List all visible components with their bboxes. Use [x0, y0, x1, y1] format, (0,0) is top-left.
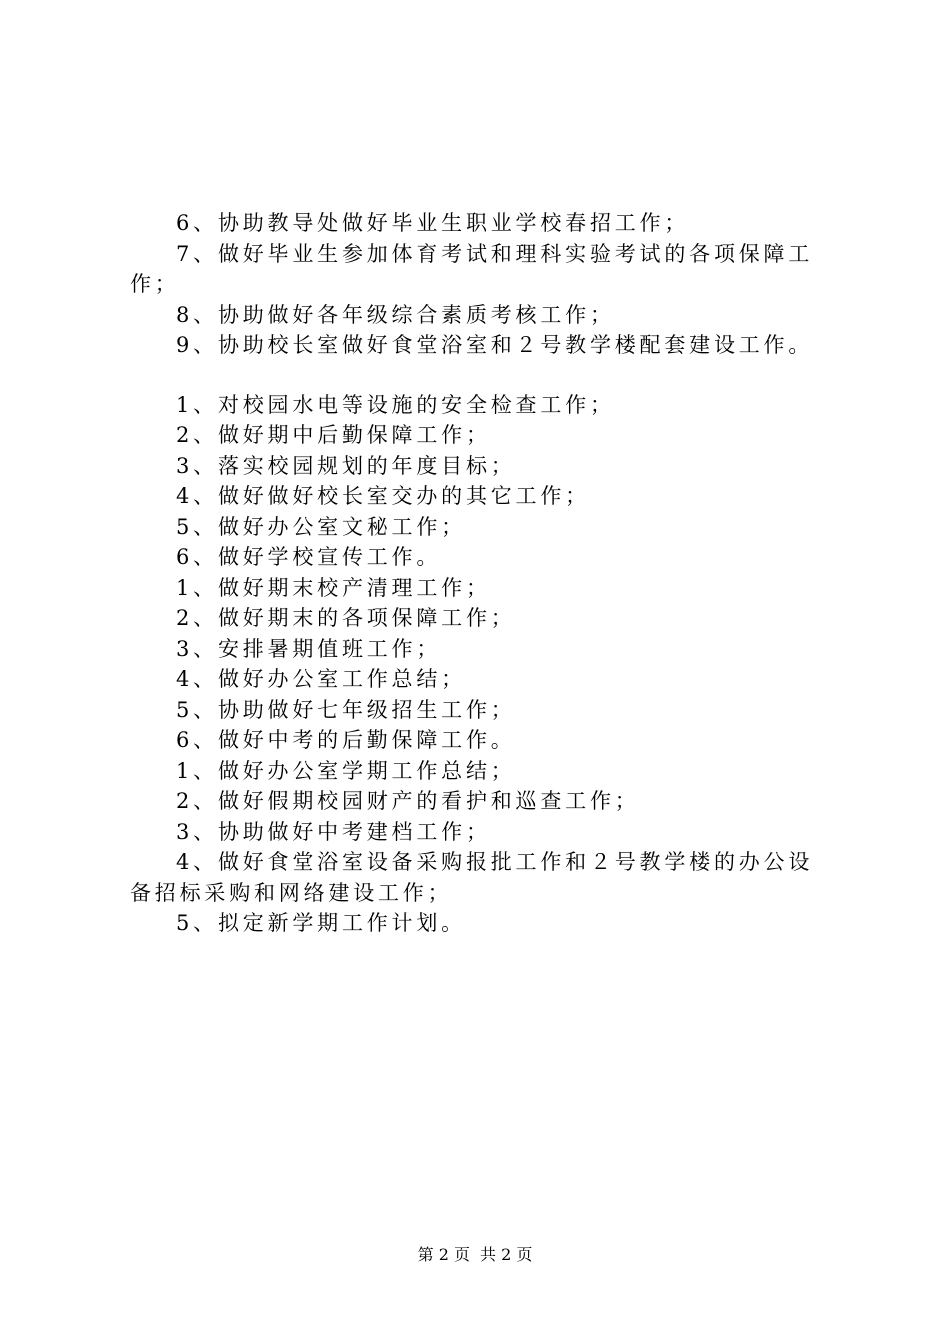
- paragraph-line: 5、做好办公室文秘工作；: [176, 514, 466, 539]
- paragraph-line: 4、做好食堂浴室设备采购报批工作和２号教学楼的办公设: [176, 850, 814, 874]
- paragraph-line: 2、做好假期校园财产的看护和巡查工作；: [176, 789, 640, 813]
- paragraph-line: 1、做好办公室学期工作总结；: [176, 758, 516, 783]
- paragraph-line: 3、安排暑期值班工作；: [176, 636, 442, 661]
- paragraph-line: 作；: [130, 272, 180, 296]
- paragraph-line: 6、做好中考的后勤保障工作。: [176, 728, 516, 752]
- section-gap: [130, 361, 835, 390]
- page-total: 共 2 页: [480, 1245, 533, 1264]
- paragraph-line: 备招标采购和网络建设工作；: [130, 880, 453, 905]
- paragraph-line: 1、做好期末校产清理工作；: [176, 575, 491, 600]
- paragraph-line: 7、做好毕业生参加体育考试和理科实验考试的各项保障工: [176, 241, 814, 266]
- paragraph-line: 2、做好期末的各项保障工作；: [176, 606, 516, 630]
- paragraph-line: 6、做好学校宣传工作。: [176, 545, 442, 569]
- paragraph-line: 3、协助做好中考建档工作；: [176, 819, 491, 844]
- document-body: [130, 208, 835, 939]
- paragraph-line: 9、协助校长室做好食堂浴室和２号教学楼配套建设工作。: [176, 333, 814, 357]
- paragraph-line: 4、做好办公室工作总结；: [176, 667, 466, 691]
- page-number: 第 2 页: [417, 1245, 470, 1264]
- paragraph-line: 1、对校园水电等设施的安全检查工作；: [176, 392, 615, 417]
- paragraph-line: 2、做好期中后勤保障工作；: [176, 423, 491, 447]
- page-footer: [0, 1244, 950, 1266]
- paragraph-line: 5、拟定新学期工作计划。: [176, 911, 466, 935]
- paragraph-line: 8、协助做好各年级综合素质考核工作；: [176, 302, 615, 327]
- paragraph-line: 3、落实校园规划的年度目标；: [176, 453, 516, 478]
- paragraph-line: 6、协助教导处做好毕业生职业学校春招工作；: [176, 211, 690, 235]
- paragraph-line: 5、协助做好七年级招生工作；: [176, 697, 516, 722]
- paragraph-line: 4、做好做好校长室交办的其它工作；: [176, 484, 590, 508]
